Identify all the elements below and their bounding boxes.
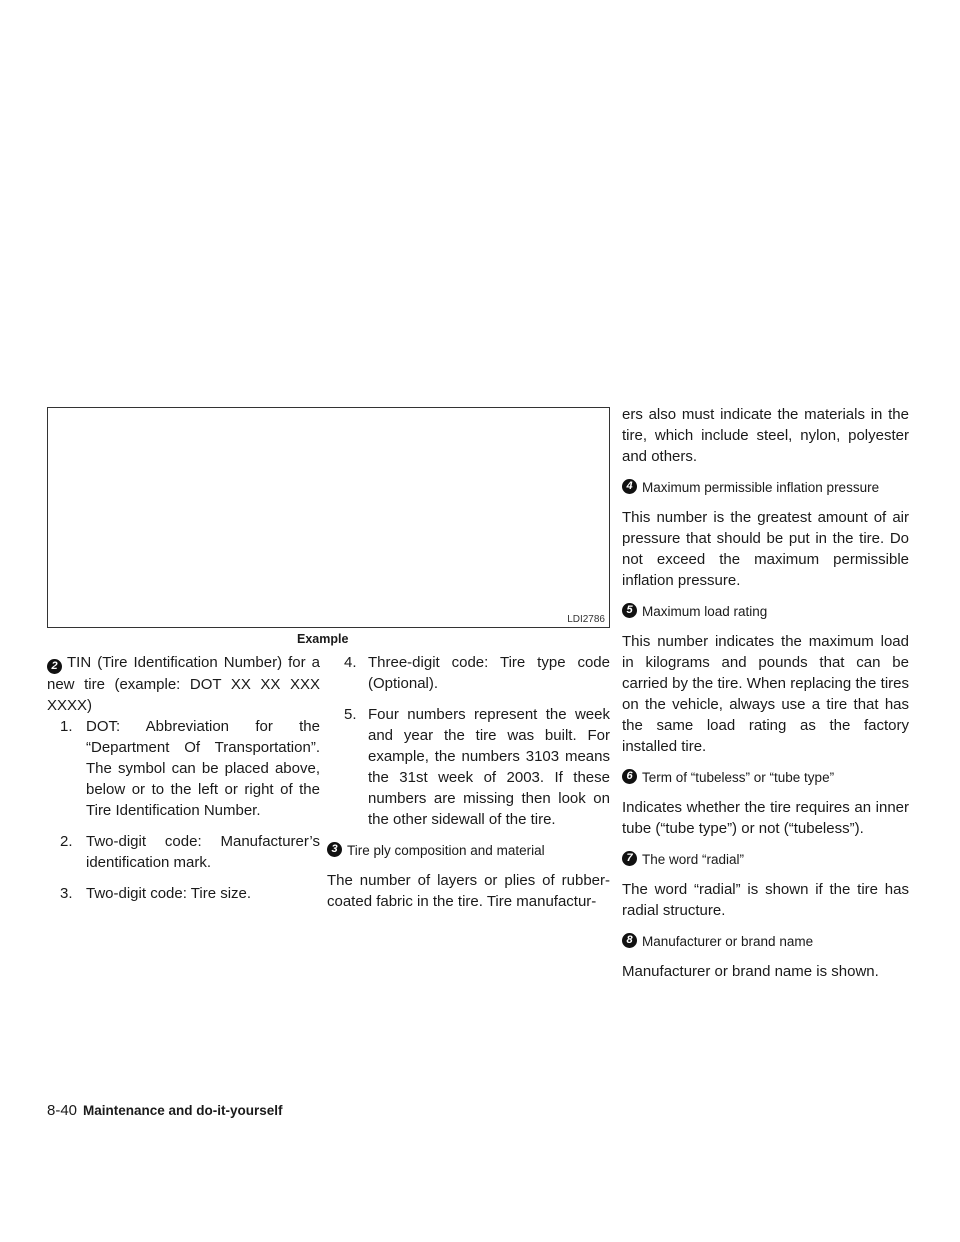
section-3-title: Tire ply composition and material	[347, 843, 545, 858]
section-5-heading	[622, 601, 909, 622]
section-7-body: The word “radial” is shown if the tire has radial structure.	[622, 881, 909, 919]
section-3-heading	[327, 840, 610, 861]
circled-number-7-icon: 7	[622, 851, 637, 866]
page-footer	[47, 1102, 283, 1119]
list-item: 5. Four numbers represent the week and year the tire was built. For example, the numbers 3103 means the 31st week of 2003. If these numbers are missing then look on the other sidewall of the tire.	[344, 706, 610, 828]
section-3-body: The number of layers or plies of rubber-coated fabric in the tire. Tire manufactur-	[327, 872, 610, 910]
circled-number-8-icon: 8	[622, 933, 637, 948]
page-number: 8-40	[47, 1102, 78, 1119]
column-3	[622, 404, 909, 982]
section-6-body: Indicates whether the tire requires an inner tube (“tube type”) or not (“tubeless”).	[622, 799, 909, 837]
section-8-body: Manufacturer or brand name is shown.	[622, 963, 879, 980]
section-7-heading	[622, 849, 909, 870]
figure-caption: Example	[297, 632, 349, 646]
tire-illustration-frame	[47, 407, 610, 628]
section-4-body: This number is the greatest amount of air pressure that should be put in the tire. Do not exceed the maximum permissible inflation pressure.	[622, 509, 909, 589]
list-item: 3. Two-digit code: Tire size.	[60, 885, 252, 902]
list-item: 2. Two-digit code: Manufacturer’s identification mark.	[60, 833, 320, 871]
section-6-title: Term of “tubeless” or “tube type”	[642, 770, 835, 785]
circled-number-6-icon: 6	[622, 769, 637, 784]
figure-code: LDI2786	[567, 614, 605, 625]
circled-number-4-icon: 4	[622, 479, 637, 494]
section-title: Maintenance and do-it-yourself	[83, 1103, 283, 1118]
column-1	[47, 652, 320, 904]
section-7-title: The word “radial”	[642, 852, 745, 867]
section-8-title: Manufacturer or brand name	[642, 934, 814, 949]
section-6-heading	[622, 767, 909, 788]
section-4-heading	[622, 477, 909, 498]
section-5-body: This number indicates the maximum load in kilograms and pounds that can be carried by the tire. When replacing the tires on the vehicle, always use a tire that has the same load rating as the factory installed tire.	[622, 633, 909, 755]
section-4-title: Maximum permissible inflation pressure	[642, 480, 880, 495]
column-2	[327, 652, 610, 912]
circled-number-3-icon: 3	[327, 842, 342, 857]
list-item: 4. Three-digit code: Tire type code (Optional).	[344, 654, 610, 692]
section-8-heading	[622, 931, 909, 952]
circled-number-5-icon: 5	[622, 603, 637, 618]
section-3-body-continued: ers also must indicate the materials in the tire, which include steel, nylon, polyester and others.	[622, 406, 909, 465]
section-5-title: Maximum load rating	[642, 604, 768, 619]
section-2-heading	[47, 652, 320, 716]
circled-number-2-icon: 2	[47, 659, 62, 674]
list-item: 1. DOT: Abbreviation for the “Department Of Transportation”. The symbol can be placed above, below or to the left or right of the Tire Identification Number.	[60, 718, 320, 819]
section-2-title: TIN (Tire Identification Number) for a new tire (example: DOT XX XX XXX XXXX)	[47, 654, 320, 714]
